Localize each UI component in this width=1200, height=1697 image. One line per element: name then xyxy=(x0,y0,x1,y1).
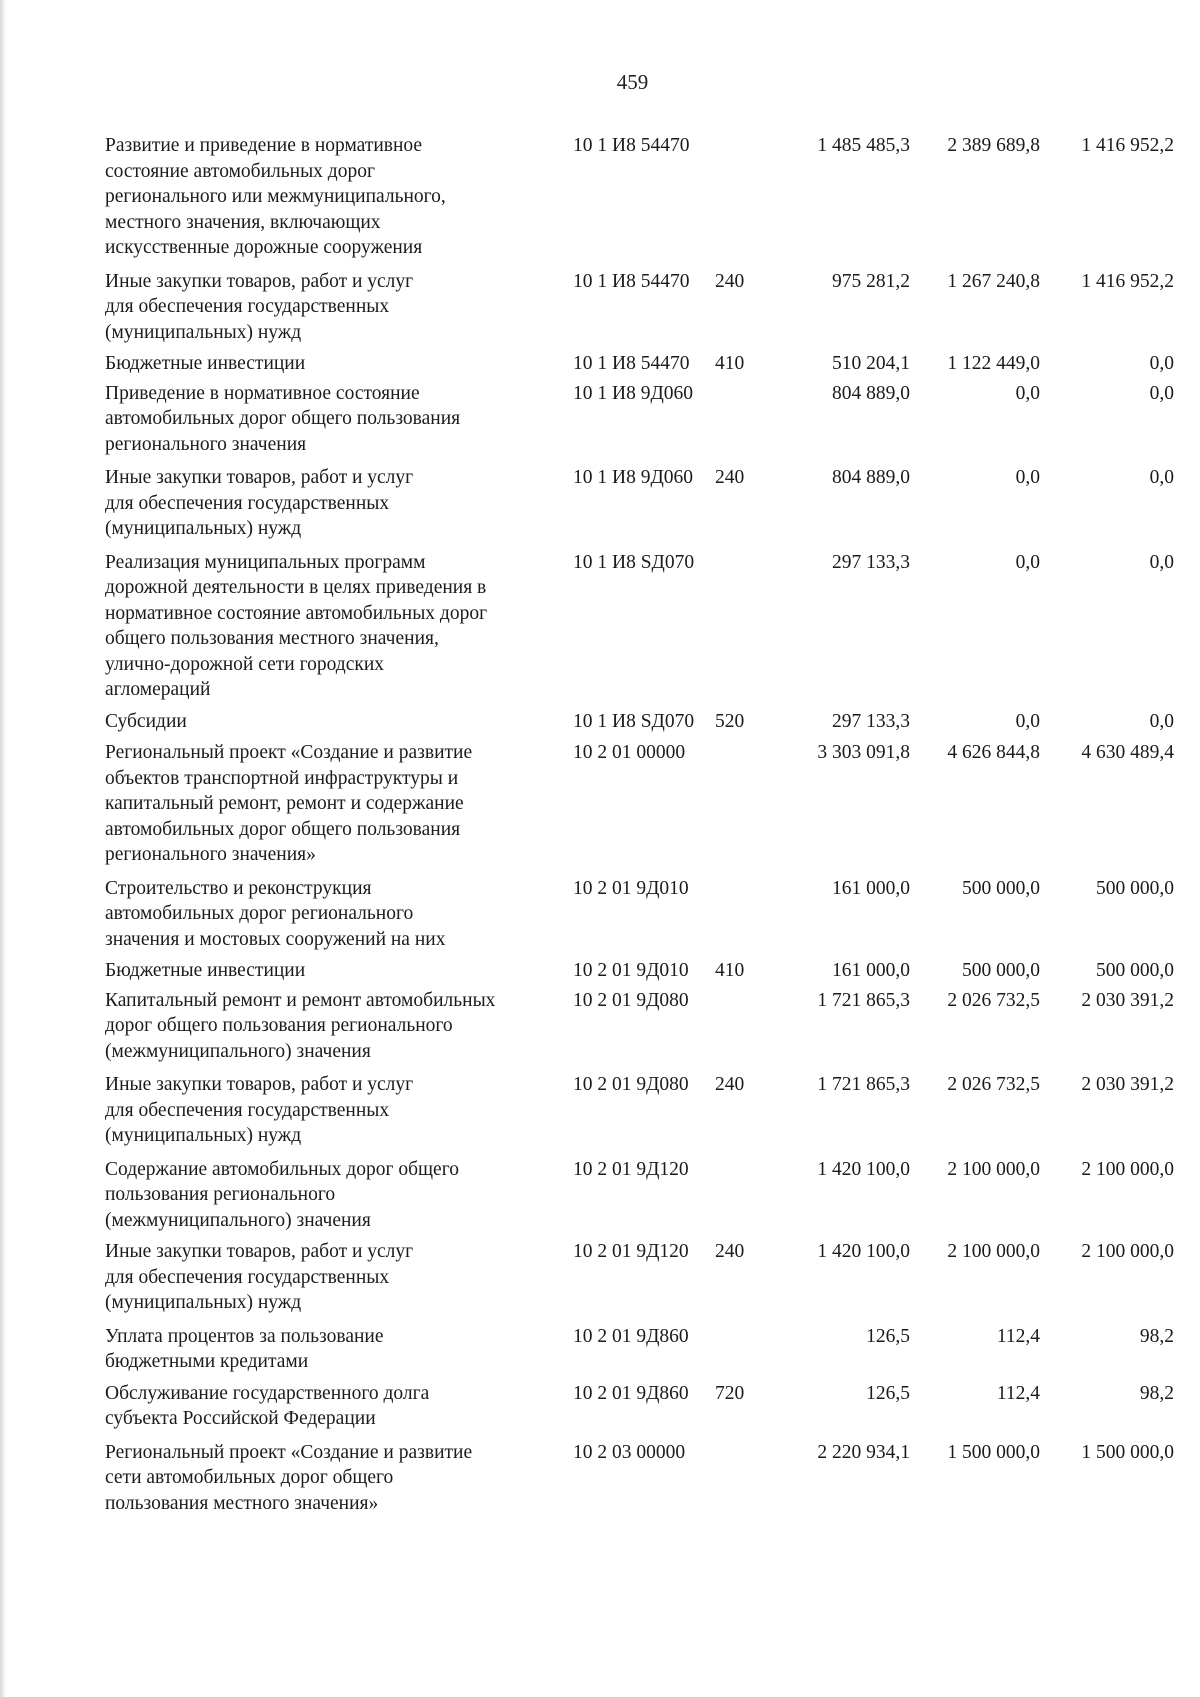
table-row xyxy=(105,133,1180,261)
table-row xyxy=(105,1324,1180,1375)
row-expense-type: 240 xyxy=(715,1241,745,1262)
row-name: Реализация муниципальных программ дорожной деятельности в целях приведения в нормативное состояние автомобильных дорог общего пользования местного значения, улично-дорожной сети городских агломераций xyxy=(105,551,488,700)
row-value-year1: 297 133,3 xyxy=(832,710,910,732)
row-code: 10 1 И8 9Д060 xyxy=(573,382,694,404)
row-value-year1: 161 000,0 xyxy=(832,877,910,899)
row-value-year3: 0,0 xyxy=(1149,551,1174,573)
row-name: Развитие и приведение в нормативное состояние автомобильных дорог регионального или межмуниципального, местного значения, включающих искусственные дорожные сооружения xyxy=(105,135,446,258)
row-code: 10 2 01 9Д860 xyxy=(573,1325,689,1347)
row-value-year2: 500 000,0 xyxy=(962,877,1040,899)
row-expense-type: 240 xyxy=(715,270,745,292)
row-value-year2: 0,0 xyxy=(1015,551,1040,573)
row-name: Субсидии xyxy=(105,710,187,732)
row-value-year2: 4 626 844,8 xyxy=(947,742,1040,763)
row-value-year3: 500 000,0 xyxy=(1096,960,1174,981)
row-name: Уплата процентов за пользование бюджетными кредитами xyxy=(105,1325,384,1372)
row-value-year2: 2 389 689,8 xyxy=(947,135,1040,156)
row-value-year3: 2 030 391,2 xyxy=(1081,989,1174,1011)
row-name: Иные закупки товаров, работ и услуг для обеспечения государственных (муниципальных) нужд xyxy=(105,1074,414,1146)
row-expense-type: 410 xyxy=(715,353,745,374)
row-value-year2: 2 100 000,0 xyxy=(947,1241,1040,1262)
row-name: Иные закупки товаров, работ и услуг для обеспечения государственных (муниципальных) нужд xyxy=(105,467,414,539)
row-value-year1: 1 721 865,3 xyxy=(817,1074,910,1095)
scan-edge xyxy=(0,0,6,1697)
row-value-year1: 3 303 091,8 xyxy=(817,742,910,763)
row-code: 10 1 И8 9Д060 xyxy=(573,467,694,488)
row-code: 10 2 01 9Д860 xyxy=(573,1382,689,1404)
row-expense-type: 240 xyxy=(715,467,745,488)
row-expense-type: 240 xyxy=(715,1074,745,1095)
table-row xyxy=(105,740,1180,868)
row-code: 10 2 01 9Д120 xyxy=(573,1158,689,1180)
row-name: Иные закупки товаров, работ и услуг для обеспечения государственных (муниципальных) нужд xyxy=(105,270,414,343)
row-name: Региональный проект «Создание и развитие объектов транспортной инфраструктуры и капитальный ремонт, ремонт и содержание автомобильных дорог общего пользования регионального значения» xyxy=(105,742,473,865)
row-value-year2: 112,4 xyxy=(996,1382,1040,1404)
table-row xyxy=(105,1157,1180,1234)
row-value-year1: 126,5 xyxy=(866,1325,910,1347)
row-value-year1: 1 485 485,3 xyxy=(817,135,910,156)
row-name: Содержание автомобильных дорог общего пользования регионального (межмуниципального) значения xyxy=(105,1158,459,1231)
row-value-year3: 4 630 489,4 xyxy=(1081,742,1174,763)
row-value-year1: 161 000,0 xyxy=(832,960,910,981)
row-value-year1: 1 420 100,0 xyxy=(817,1158,910,1180)
row-value-year1: 1 420 100,0 xyxy=(817,1241,910,1262)
row-value-year3: 0,0 xyxy=(1149,710,1174,732)
table-row xyxy=(105,1072,1180,1149)
row-value-year2: 1 122 449,0 xyxy=(947,353,1040,374)
row-value-year3: 0,0 xyxy=(1149,467,1174,488)
row-value-year1: 126,5 xyxy=(866,1382,910,1404)
row-value-year1: 297 133,3 xyxy=(832,551,910,573)
row-value-year1: 2 220 934,1 xyxy=(817,1441,910,1463)
table-row xyxy=(105,269,1180,346)
row-value-year3: 2 100 000,0 xyxy=(1081,1158,1174,1180)
row-name: Иные закупки товаров, работ и услуг для обеспечения государственных (муниципальных) нужд xyxy=(105,1241,414,1313)
row-code: 10 2 01 9Д010 xyxy=(573,877,689,899)
row-name: Капитальный ремонт и ремонт автомобильных дорог общего пользования регионального (межмуниципального) значения xyxy=(105,989,496,1062)
row-value-year2: 0,0 xyxy=(1015,467,1040,488)
row-value-year1: 804 889,0 xyxy=(832,467,910,488)
row-value-year3: 500 000,0 xyxy=(1096,877,1174,899)
row-value-year3: 0,0 xyxy=(1149,382,1174,404)
row-value-year3: 1 416 952,2 xyxy=(1081,270,1174,292)
row-value-year3: 2 100 000,0 xyxy=(1081,1241,1174,1262)
row-value-year2: 2 026 732,5 xyxy=(947,1074,1040,1095)
row-value-year2: 2 100 000,0 xyxy=(947,1158,1040,1180)
row-value-year1: 975 281,2 xyxy=(832,270,910,292)
row-value-year3: 1 500 000,0 xyxy=(1081,1441,1174,1463)
row-code: 10 1 И8 54470 xyxy=(573,135,690,156)
row-value-year2: 1 267 240,8 xyxy=(947,270,1040,292)
row-value-year3: 98,2 xyxy=(1139,1382,1174,1404)
row-value-year3: 98,2 xyxy=(1139,1325,1174,1347)
table-row xyxy=(105,1239,1180,1316)
row-name: Приведение в нормативное состояние автомобильных дорог общего пользования регионального значения xyxy=(105,382,461,455)
row-value-year2: 2 026 732,5 xyxy=(947,989,1040,1011)
row-value-year2: 0,0 xyxy=(1015,382,1040,404)
row-value-year2: 0,0 xyxy=(1015,710,1040,732)
table-row xyxy=(105,381,1180,458)
row-value-year3: 1 416 952,2 xyxy=(1081,135,1174,156)
row-value-year2: 500 000,0 xyxy=(962,960,1040,981)
row-name: Строительство и реконструкция автомобильных дорог регионального значения и мостовых сооружений на них xyxy=(105,877,446,950)
row-code: 10 1 И8 54470 xyxy=(573,353,690,374)
row-value-year1: 510 204,1 xyxy=(832,353,910,374)
row-code: 10 1 И8 54470 xyxy=(573,270,690,292)
row-code: 10 2 01 9Д120 xyxy=(573,1241,689,1262)
row-code: 10 1 И8 SД070 xyxy=(573,710,695,732)
table-row xyxy=(105,1381,1180,1432)
table-row xyxy=(105,709,1180,735)
table-row xyxy=(105,958,1180,984)
row-code: 10 2 01 9Д010 xyxy=(573,960,689,981)
row-value-year3: 0,0 xyxy=(1149,353,1174,374)
row-value-year1: 1 721 865,3 xyxy=(817,989,910,1011)
row-value-year2: 1 500 000,0 xyxy=(947,1441,1040,1463)
table-row xyxy=(105,550,1180,703)
row-value-year3: 2 030 391,2 xyxy=(1081,1074,1174,1095)
table-row xyxy=(105,465,1180,542)
row-expense-type: 520 xyxy=(715,710,745,732)
row-name: Бюджетные инвестиции xyxy=(105,353,306,374)
row-code: 10 2 01 9Д080 xyxy=(573,989,689,1011)
row-code: 10 2 01 00000 xyxy=(573,742,686,763)
row-value-year1: 804 889,0 xyxy=(832,382,910,404)
row-code: 10 1 И8 SД070 xyxy=(573,551,695,573)
row-value-year2: 112,4 xyxy=(996,1325,1040,1347)
row-name: Региональный проект «Создание и развитие сети автомобильных дорог общего пользования местного значения» xyxy=(105,1441,473,1514)
row-expense-type: 410 xyxy=(715,960,745,981)
row-expense-type: 720 xyxy=(715,1382,745,1404)
row-name: Обслуживание государственного долга субъекта Российской Федерации xyxy=(105,1382,430,1429)
table-row xyxy=(105,1440,1180,1517)
table-row xyxy=(105,351,1180,377)
row-name: Бюджетные инвестиции xyxy=(105,960,306,981)
page-number: 459 xyxy=(616,70,649,94)
budget-table xyxy=(105,133,1180,1516)
table-row xyxy=(105,988,1180,1065)
row-code: 10 2 01 9Д080 xyxy=(573,1074,689,1095)
table-row xyxy=(105,876,1180,953)
row-code: 10 2 03 00000 xyxy=(573,1441,686,1463)
